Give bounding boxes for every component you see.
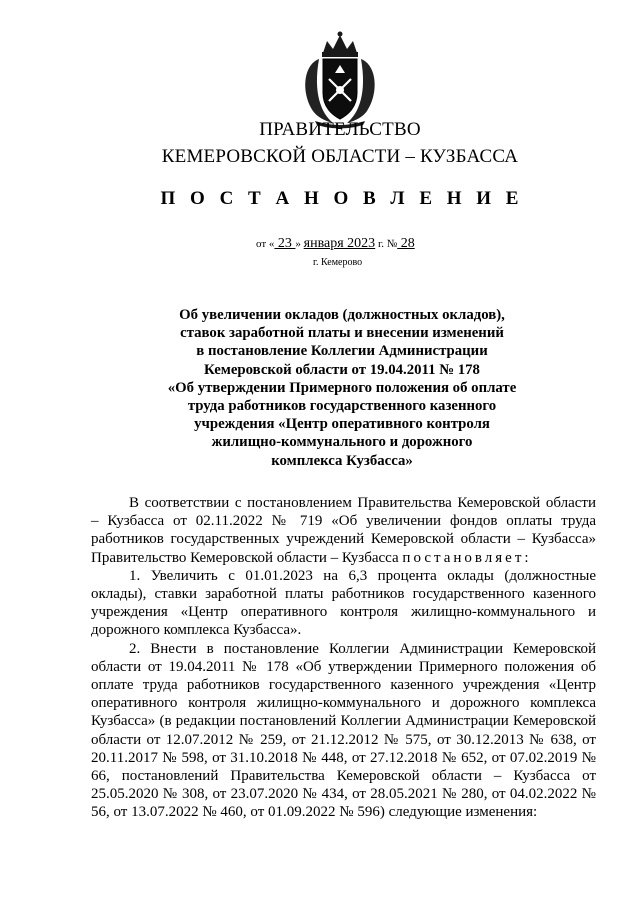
title-line: «Об утверждении Примерного положения об оплате [167,379,517,396]
date-day: 23 [274,236,296,251]
preamble-text: В соответствии с постановлением Правительства Кемеровской области – Кузбасса от 02.11.2022 № 719 «Об увеличении фондов оплаты труда работников государственных учреждений Кемеровской области – Кузбасса» Правительство Кемеровской области – Кузбасса [91,495,596,566]
document-number: 28 [397,236,415,251]
government-title-line2: КЕМЕРОВСКОЙ ОБЛАСТИ – КУЗБАССА [161,146,519,167]
body-paragraph-1: 1. Увеличить с 01.01.2023 на 6,3 процента оклады (должностные оклады), ставки заработной платы работников государственного казенного учреждения «Центр оперативного контроля жилищно-коммунального и дорожного комплекса Кузбасса». [91,567,596,639]
title-line: учреждения «Центр оперативного контроля [194,416,490,433]
date-month-year: января 2023 [303,236,376,251]
date-number-line [256,236,415,252]
government-title-line1: ПРАВИТЕЛЬСТВО [259,119,421,140]
title-line: труда работников государственного казенного [187,398,497,415]
document-type-heading: П О С Т А Н О В Л Е Н И Е [160,188,524,209]
date-quote-close: » [295,238,304,250]
title-line: в постановление Коллегии Администрации [196,343,488,360]
date-prefix: от « [256,238,275,250]
date-suffix: г. № [375,238,398,250]
title-line: Кемеровской области от 19.04.2011 № 178 [204,361,480,378]
body-paragraph-preamble [91,494,596,567]
title-line: комплекса Кузбасса» [271,452,413,469]
title-line: ставок заработной платы и внесении изменений [180,325,504,342]
document-title [110,306,574,470]
decree-verb: постановляет: [402,549,532,566]
title-line: жилищно-коммунального и дорожного [211,434,473,451]
document-body [91,494,596,822]
body-paragraph-2: 2. Внести в постановление Коллегии Администрации Кемеровской области от 19.04.2011 № 178 «Об утверждении Примерного положения об оплате труда работников государственного казенного учреждения «Центр оперативного контроля жилищно-коммунального и дорожного комплекса Кузбасса» (в редакции постановлений Коллегии Администрации Кемеровской области от 12.07.2012 № 259, от 21.12.2012 № 575, от 30.12.2013 № 638, от 20.11.2017 № 598, от 31.10.2018 № 448, от 27.12.2018 № 652, от 07.02.2019 № 66, постановлений Правительства Кемеровской области – Кузбасса от 25.05.2020 № 308, от 23.07.2020 № 434, от 28.05.2021 № 280, от 04.02.2022 № 56, от 13.07.2022 № 460, от 01.09.2022 № 596) следующие изменения: [91,640,596,821]
title-line: Об увеличении окладов (должностных окладов), [179,307,505,323]
city-label: г. Кемерово [313,257,363,268]
coat-of-arms-emblem [299,29,381,129]
